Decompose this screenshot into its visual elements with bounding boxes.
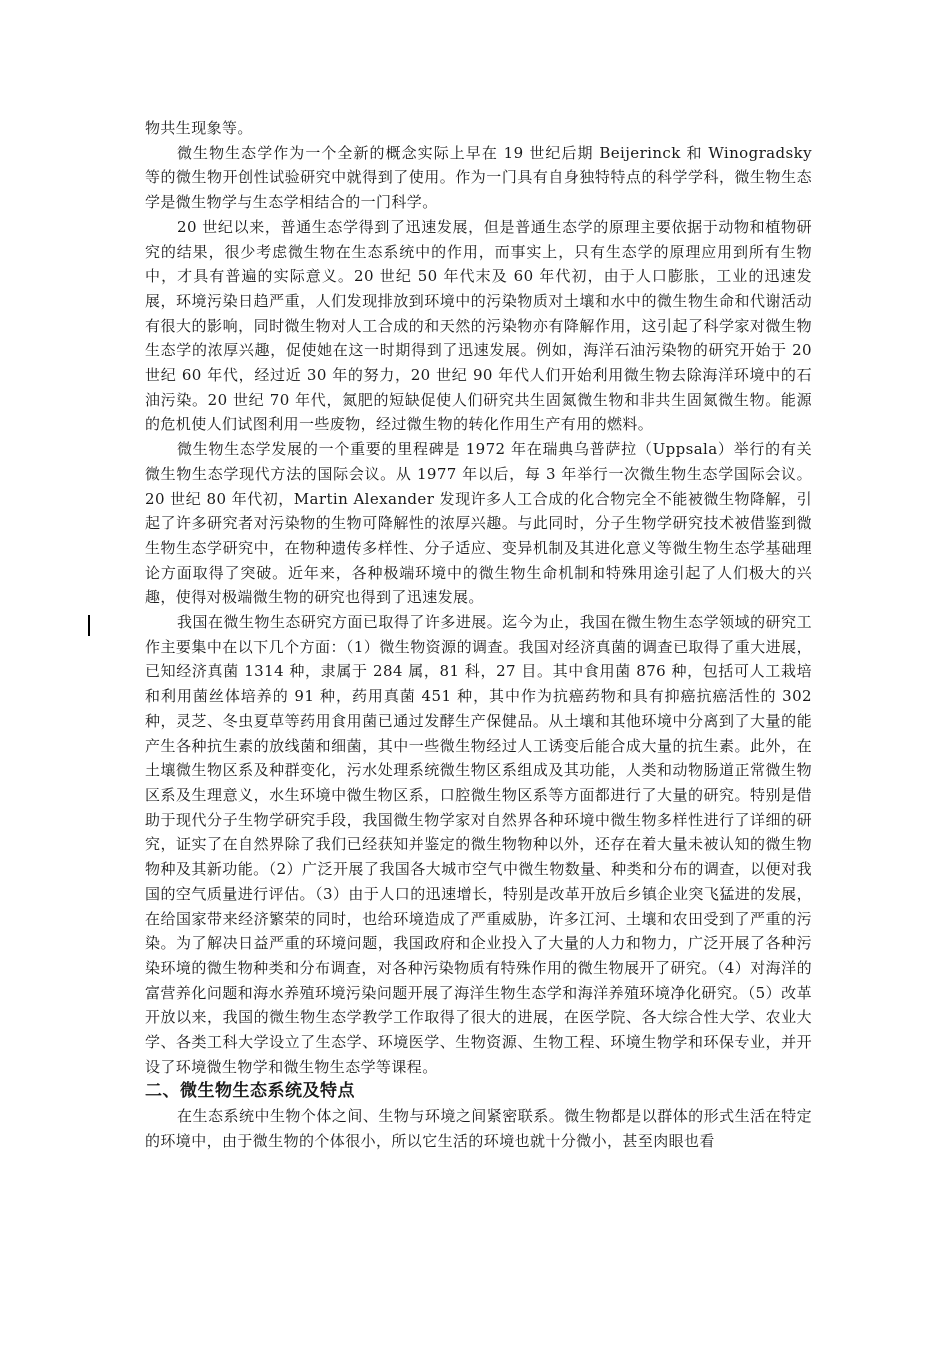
paragraph-20th-century-development: 20 世纪以来，普通生态学得到了迅速发展，但是普通生态学的原理主要依据于动物和植物研究的结果，很少考虑微生物在生态系统中的作用，而事实上，只有生态学的原理应用到所有生物中，才具有普遍的实际意义。20 世纪 50 年代末及 60 年代初，由于人口膨胀，工业的迅速发展，环境污染日趋严重，人们发现排放到环境中的污染物质对土壤和水中的微生物生命和代谢活动有很大的影响，同时微生物对人工合成的和天然的污染物亦有降解作用，这引起了科学家对微生物生态学的浓厚兴趣，促使她在这一时期得到了迅速发展。例如，海洋石油污染物的研究开始于 20 世纪 60 年代，经过近 30 年的努力，20 世纪 90 年代人们开始利用微生物去除海洋环境中的石油污染。20 世纪 70 年代，氮肥的短缺促使人们研究共生固氮微生物和非共生固氮微生物。能源的危机使人们试图利用一些废物，经过微生物的转化作用生产有用的燃料。 [145, 217, 812, 434]
paragraph-continuation: 物共生现象等。 [145, 119, 253, 137]
paragraph-milestone-1972: 微生物生态学发展的一个重要的里程碑是 1972 年在瑞典乌普萨拉（Uppsala）举行的有关微生物生态学现代方法的国际会议。从 1977 年以后，每 3 年举行一次微生物生态学国际会议。20 世纪 80 年代初，Martin Alexander 发现许多人工合成的化合物完全不能被微生物降解，引起了许多研究者对污染物的生物可降解性的浓厚兴趣。与此同时，分子生物学研究技术被借鉴到微生物生态学研究中，在物种遗传多样性、分子适应、变异机制及其进化意义等微生物生态学基础理论方面取得了突破。近年来，各种极端环境中的微生物生命机制和特殊用途引起了人们极大的兴趣，使得对极端微生物的研究也得到了迅速发展。 [145, 440, 812, 607]
paragraph-concept-origin: 微生物生态学作为一个全新的概念实际上早在 19 世纪后期 Beijerinck 和 Winogradsky 等的微生物开创性试验研究中就得到了使用。作为一门具有自身独特特点的科学学科，微生物生态学是微生物学与生态学相结合的一门科学。 [145, 143, 812, 212]
margin-change-bar [88, 615, 90, 636]
paragraph-ecosystem-intro: 在生态系统中生物个体之间、生物与环境之间紧密联系。微生物都是以群体的形式生活在特定的环境中，由于微生物的个体很小，所以它生活的环境也就十分微小，甚至肉眼也看 [145, 1107, 812, 1151]
paragraph-china-progress: 我国在微生物生态研究方面已取得了许多进展。迄今为止，我国在微生物生态学领域的研究工作主要集中在以下几个方面：（1）微生物资源的调查。我国对经济真菌的调查已取得了重大进展，已知经济真菌 1314 种，隶属于 284 属，81 科，27 目。其中食用菌 876 种，包括可人工栽培和利用菌丝体培养的 91 种，药用真菌 451 种，其中作为抗癌药物和具有抑癌抗癌活性的 302 种，灵芝、冬虫夏草等药用食用菌已通过发酵生产保健品。从土壤和其他环境中分离到了大量的能产生各种抗生素的放线菌和细菌，其中一些微生物经过人工诱变后能合成大量的抗生素。此外，在土壤微生物区系及种群变化，污水处理系统微生物区系组成及其功能，人类和动物肠道正常微生物区系及生理意义，水生环境中微生物区系，口腔微生物区系等方面都进行了大量的研究。特别是借助于现代分子生物学研究手段，我国微生物学家对自然界各种环境中微生物多样性进行了详细的研究，证实了在自然界除了我们已经获知并鉴定的微生物物种以外，还存在着大量未被认知的微生物物种及其新功能。（2）广泛开展了我国各大城市空气中微生物数量、种类和分布的调查，以便对我国的空气质量进行评估。（3）由于人口的迅速增长，特别是改革开放后乡镇企业突飞猛进的发展，在给国家带来经济繁荣的同时，也给环境造成了严重威胁，许多江河、土壤和农田受到了严重的污染。为了解决日益严重的环境问题，我国政府和企业投入了大量的人力和物力，广泛开展了各种污染环境的微生物种类和分布调查，对各种污染物质有特殊作用的微生物展开了研究。（4）对海洋的富营养化问题和海水养殖环境污染问题开展了海洋生物生态学和海洋养殖环境净化研究。（5）改革开放以来，我国的微生物生态学教学工作取得了很大的进展，在医学院、各大综合性大学、农业大学、各类工科大学设立了生态学、环境医学、生物资源、生物工程、环境生物学和环保专业，并开设了环境微生物学和微生物生态学等课程。 [145, 613, 812, 1076]
document-page [145, 116, 812, 1154]
section-heading: 二、微生物生态系统及特点 [145, 1081, 355, 1102]
